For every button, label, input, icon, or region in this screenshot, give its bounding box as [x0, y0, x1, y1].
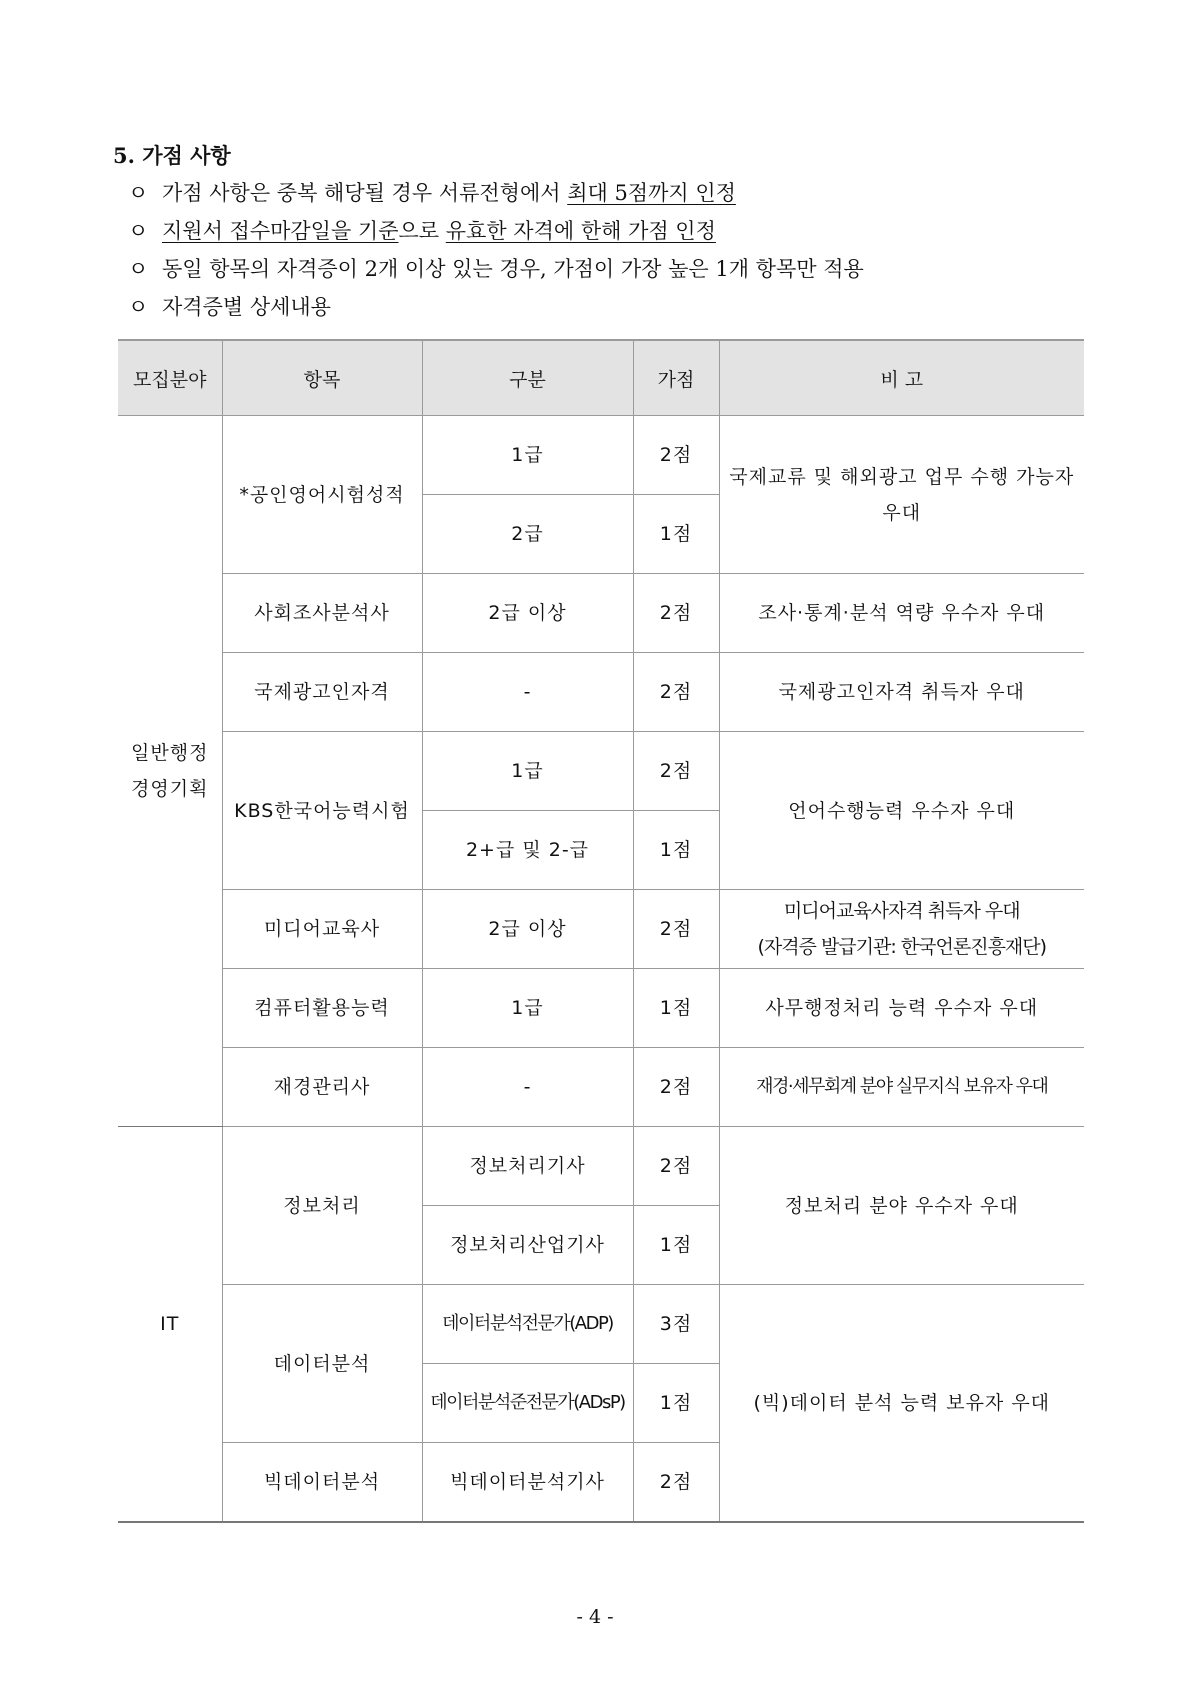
points-cell: 2점: [633, 1127, 719, 1206]
page-number: - 4 -: [576, 1606, 614, 1628]
remarks-line: (자격증 발급기관: 한국언론진흥재단): [757, 936, 1047, 958]
grade-cell: 2급 이상: [422, 574, 633, 653]
header-item: 항목: [222, 340, 422, 416]
header-category: 구분: [422, 340, 633, 416]
remarks-cell: 국제광고인자격 취득자 우대: [719, 653, 1084, 732]
grade-cell: 정보처리기사: [422, 1127, 633, 1206]
bullet-item: [128, 174, 864, 212]
points-cell: 2점: [633, 416, 719, 495]
field-general-admin: [118, 416, 222, 1127]
table-row: [118, 1285, 1084, 1364]
item-cell: KBS한국어능력시험: [222, 732, 422, 890]
grade-cell: 2급: [422, 495, 633, 574]
points-cell: 2점: [633, 732, 719, 811]
grade-cell: 빅데이터분석기사: [422, 1443, 633, 1523]
remarks-cell: 조사·통계·분석 역량 우수자 우대: [719, 574, 1084, 653]
header-points: 가점: [633, 340, 719, 416]
table-row: [118, 732, 1084, 811]
table-row: [118, 416, 1084, 495]
table-row: [118, 969, 1084, 1048]
field-label-line: 경영기획: [131, 778, 209, 800]
item-cell: 국제광고인자격: [222, 653, 422, 732]
table-row: [118, 890, 1084, 969]
points-cell: 2점: [633, 1443, 719, 1523]
field-label-line: 일반행정: [131, 742, 209, 764]
bullet-mark: ㅇ: [128, 219, 149, 243]
points-cell: 3점: [633, 1285, 719, 1364]
bullet-item: [128, 212, 864, 250]
points-cell: 2점: [633, 890, 719, 969]
table-row: [118, 574, 1084, 653]
bullet-text: 자격증별 상세내용: [162, 295, 331, 319]
bullet-underlined-text: 유효한 자격에 한해 가점 인정: [445, 219, 716, 243]
grade-cell: 2+급 및 2-급: [422, 811, 633, 890]
grade-cell: 2급 이상: [422, 890, 633, 969]
points-cell: 1점: [633, 1364, 719, 1443]
item-cell: 데이터분석: [222, 1285, 422, 1443]
bullet-item: [128, 288, 864, 326]
bullet-mark: ㅇ: [128, 295, 149, 319]
remarks-cell: 언어수행능력 우수자 우대: [719, 732, 1084, 890]
bonus-points-table: [118, 339, 1084, 1523]
remarks-cell: [719, 890, 1084, 969]
grade-cell: -: [422, 653, 633, 732]
points-cell: 2점: [633, 1048, 719, 1127]
field-it: IT: [118, 1127, 222, 1523]
bullet-text: 가점 사항은 중복 해당될 경우 서류전형에서: [162, 181, 568, 205]
grade-cell: 1급: [422, 969, 633, 1048]
table-row: [118, 1127, 1084, 1206]
points-cell: 1점: [633, 969, 719, 1048]
points-cell: 1점: [633, 811, 719, 890]
table-row: [118, 653, 1084, 732]
remarks-cell: 정보처리 분야 우수자 우대: [719, 1127, 1084, 1285]
remarks-cell: 사무행정처리 능력 우수자 우대: [719, 969, 1084, 1048]
item-cell: 정보처리: [222, 1127, 422, 1285]
bullet-item: [128, 250, 864, 288]
bullet-underlined-text: 지원서 접수마감일을 기준: [162, 219, 399, 243]
item-cell: *공인영어시험성적: [222, 416, 422, 574]
grade-cell: -: [422, 1048, 633, 1127]
item-cell: 미디어교육사: [222, 890, 422, 969]
section-title: 5. 가점 사항: [113, 143, 231, 168]
remarks-line: 미디어교육사자격 취득자 우대: [783, 900, 1020, 922]
bullet-underlined-text: 최대 5점까지 인정: [567, 181, 736, 205]
remarks-cell: (빅)데이터 분석 능력 보유자 우대: [719, 1285, 1084, 1523]
points-cell: 1점: [633, 1206, 719, 1285]
remarks-line: 우대: [882, 501, 922, 524]
bullet-list: [128, 174, 864, 326]
points-cell: 2점: [633, 574, 719, 653]
item-cell: 재경관리사: [222, 1048, 422, 1127]
remarks-cell: 재경·세무회계 분야 실무지식 보유자 우대: [719, 1048, 1084, 1127]
table-header-row: [118, 340, 1084, 416]
remarks-cell: [719, 416, 1084, 574]
header-field: 모집분야: [118, 340, 222, 416]
item-cell: 빅데이터분석: [222, 1443, 422, 1523]
bullet-mark: ㅇ: [128, 181, 149, 205]
grade-cell: 1급: [422, 416, 633, 495]
bullet-mark: ㅇ: [128, 257, 149, 281]
remarks-line: 국제교류 및 해외광고 업무 수행 가능자: [729, 465, 1075, 488]
bullet-text: 동일 항목의 자격증이 2개 이상 있는 경우, 가점이 가장 높은 1개 항목만 적용: [162, 257, 864, 281]
table-row: [118, 1048, 1084, 1127]
points-cell: 1점: [633, 495, 719, 574]
bullet-text: 으로: [398, 219, 446, 243]
grade-cell: 1급: [422, 732, 633, 811]
item-cell: 컴퓨터활용능력: [222, 969, 422, 1048]
grade-cell: 정보처리산업기사: [422, 1206, 633, 1285]
item-cell: 사회조사분석사: [222, 574, 422, 653]
grade-cell: 데이터분석준전문가(ADsP): [422, 1364, 633, 1443]
points-cell: 2점: [633, 653, 719, 732]
grade-cell: 데이터분석전문가(ADP): [422, 1285, 633, 1364]
header-remarks: 비 고: [719, 340, 1084, 416]
